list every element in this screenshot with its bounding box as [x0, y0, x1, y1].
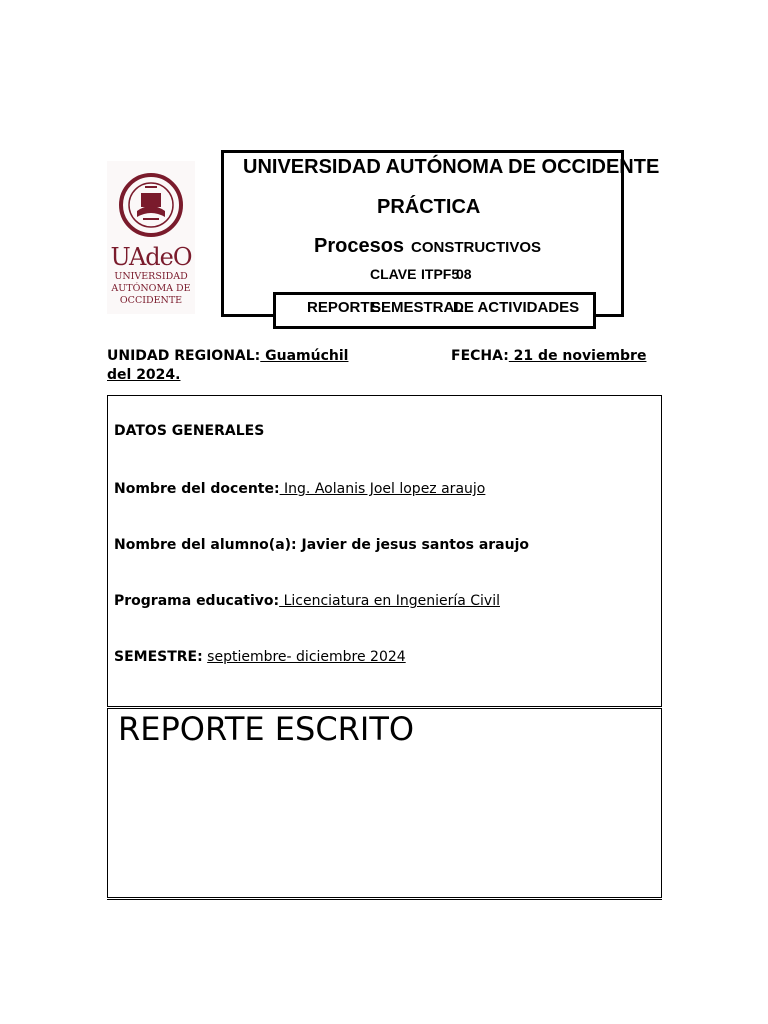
- report-word-3: DE ACTIVIDADES: [453, 299, 580, 316]
- general-data-title: DATOS GENERALES: [114, 423, 265, 439]
- course-word-2: CONSTRUCTIVOS: [411, 239, 542, 256]
- report-word-2: SEMESTRAL: [371, 299, 464, 316]
- program-label: Programa educativo:: [114, 593, 280, 609]
- teacher-value: Ing. Aolanis Joel lopez araujo: [279, 481, 486, 497]
- clave-code: ITPF5: [421, 266, 460, 282]
- clave-number: 08: [456, 266, 472, 282]
- practice-title: PRÁCTICA: [377, 196, 481, 218]
- teacher-label: Nombre del docente:: [114, 481, 280, 497]
- semester-row: [114, 649, 406, 665]
- logo-line-2: AUTÓNOMA DE: [111, 283, 191, 294]
- teacher-row: [114, 481, 485, 497]
- written-report-title: REPORTE ESCRITO: [118, 710, 415, 748]
- course-word-1: Procesos: [314, 235, 405, 257]
- bottom-border: [107, 897, 662, 900]
- student-value: Javier de jesus santos araujo: [296, 537, 530, 553]
- semester-label: SEMESTRE:: [114, 649, 203, 665]
- regional-label: UNIDAD REGIONAL:: [107, 348, 261, 364]
- report-word-1: REPORTE: [307, 299, 380, 316]
- regional-value: Guamúchil: [260, 348, 349, 364]
- clave-label: CLAVE: [370, 266, 417, 282]
- university-seal-icon: [107, 161, 195, 243]
- logo-line-1: UNIVERSIDAD: [114, 271, 188, 282]
- regional-date-line: [107, 347, 667, 385]
- logo-line-3: OCCIDENTE: [119, 295, 183, 306]
- logo-brand: UAdeO: [110, 243, 192, 271]
- date-value-cont: del 2024.: [107, 367, 181, 383]
- program-row: [114, 593, 500, 609]
- student-label: Nombre del alumno(a):: [114, 537, 297, 553]
- date-label: FECHA:: [451, 348, 509, 364]
- student-row: [114, 537, 529, 553]
- program-value: Licenciatura en Ingeniería Civil: [279, 593, 500, 609]
- date-field: [451, 347, 646, 366]
- semester-value: septiembre- diciembre 2024: [207, 649, 406, 665]
- university-title: UNIVERSIDAD AUTÓNOMA DE OCCIDENTE: [243, 156, 660, 178]
- university-logo: [107, 161, 195, 314]
- date-value: 21 de noviembre: [508, 348, 647, 364]
